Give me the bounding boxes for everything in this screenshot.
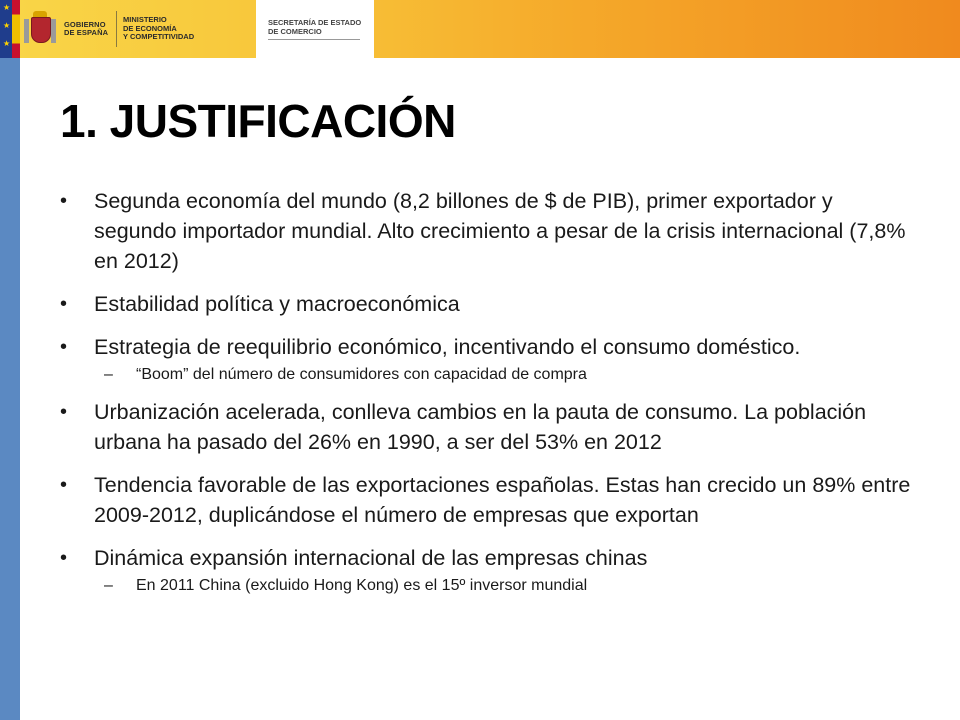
secretariat-underline <box>268 39 360 40</box>
slide-title: 1. JUSTIFICACIÓN <box>60 95 456 147</box>
sub-bullet-dash: – <box>104 577 113 594</box>
sub-bullet-dash: – <box>104 366 113 383</box>
header-bar <box>0 0 960 58</box>
government-name: GOBIERNO DE ESPAÑA <box>64 19 109 37</box>
bullet-item: • Estrategia de reequilibrio económico, incentivando el consumo doméstico. <box>60 332 920 362</box>
spain-flag-strip <box>12 0 20 58</box>
bullet-list <box>60 186 920 608</box>
bullet-item: • Tendencia favorable de las exportaciones españolas. Estas han crecido un 89% entre 2009-2012, duplicándose el número de empresas que exportan <box>60 470 920 530</box>
bullet-item: • Segunda economía del mundo (8,2 billones de $ de PIB), primer exportador y segundo importador mundial. Alto crecimiento a pesar de la crisis internacional (7,8% en 2012) <box>60 186 920 276</box>
sub-bullet-item <box>60 576 920 596</box>
star-icon: ★ <box>3 3 11 12</box>
ministry-name: MINISTERIO DE ECONOMÍA Y COMPETITIVIDAD <box>123 15 195 42</box>
sub-bullet-item <box>60 365 920 385</box>
bullet-item: • Estabilidad política y macroeconómica <box>60 289 920 319</box>
bullet-item: • Dinámica expansión internacional de las empresas chinas <box>60 543 920 573</box>
bullet-item: • Urbanización acelerada, conlleva cambios en la pauta de consumo. La población urbana ha pasado del 26% en 1990, a ser del 53% en 2012 <box>60 397 920 457</box>
sub-bullet-text: En 2011 China (excluido Hong Kong) es el 15º inversor mundial <box>136 577 588 594</box>
coat-of-arms-icon <box>22 9 58 49</box>
star-icon: ★ <box>3 39 11 48</box>
government-logo <box>22 4 203 54</box>
sub-bullet-text: “Boom” del número de consumidores con capacidad de compra <box>136 366 587 383</box>
star-icon: ★ <box>3 21 11 30</box>
secretariat-label: SECRETARÍA DE ESTADO DE COMERCIO <box>256 0 374 58</box>
left-side-strip <box>0 58 20 720</box>
header-divider <box>116 11 117 47</box>
